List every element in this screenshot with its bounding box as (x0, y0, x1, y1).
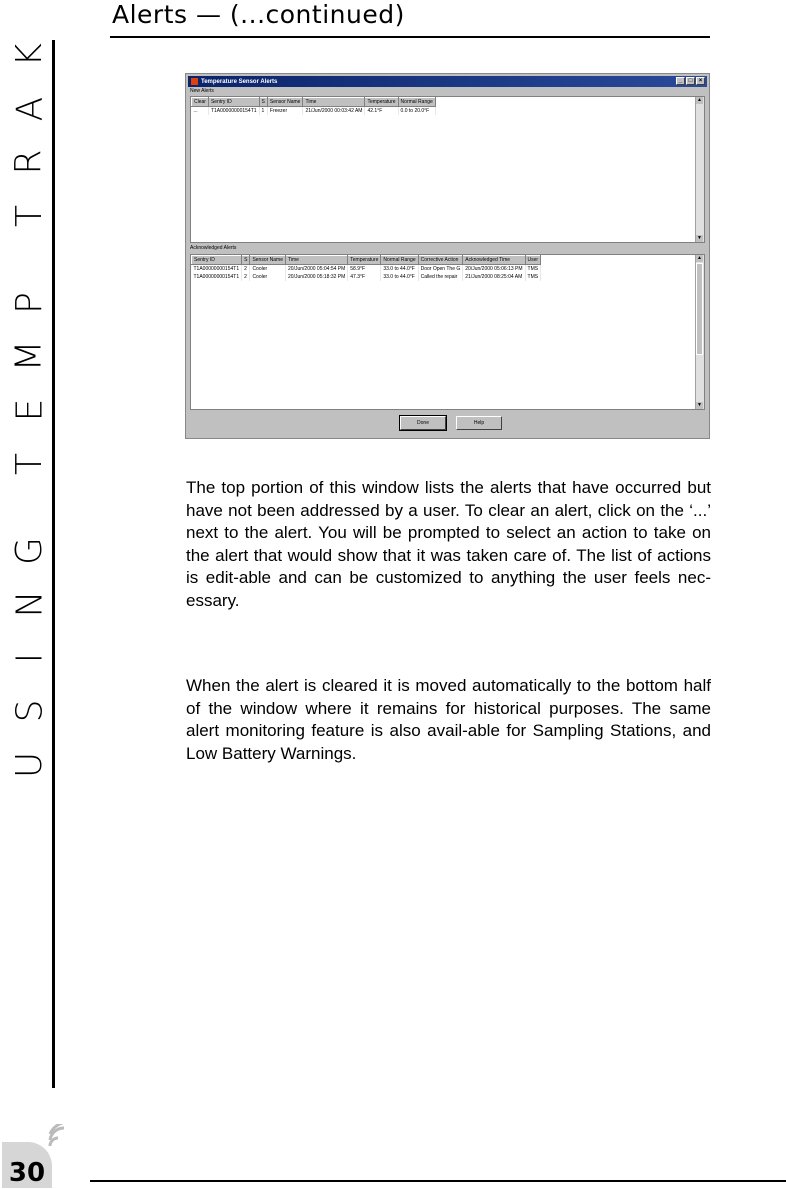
body-paragraph-1: The top portion of this window lists the alerts that have occurred but have not been addressed by a user. To clear an alert, click on the ‘...’ next to the alert. You will be prompted to select an action to take on the alert that would show that it was taken care of. The list of actions is edit-able and can be customized to anything the user feels nec-essary. (186, 478, 711, 610)
scroll-thumb[interactable] (696, 263, 703, 355)
column-header[interactable]: Sensor Name (250, 256, 286, 265)
table-cell: 0.0 to 20.0°F (398, 107, 435, 116)
sidebar-letter: S (8, 699, 50, 723)
page-heading: Alerts — (...continued) (112, 0, 405, 29)
vertical-section-title (2, 40, 52, 780)
table-cell: 33.0 to 44.0°F (381, 265, 418, 274)
table-cell: 20/Jun/2000 05:18:32 PM (286, 273, 348, 281)
table-cell: 58.9°F (348, 265, 381, 274)
column-header[interactable]: Temperature (348, 256, 381, 265)
acknowledged-alerts-table (191, 255, 541, 281)
sidebar-letter: T (9, 452, 50, 475)
close-icon[interactable]: × (696, 77, 705, 85)
table-cell: T1A00000000154T1 (192, 265, 242, 274)
sidebar-letter: I (9, 652, 50, 664)
heading-rule (110, 36, 710, 38)
table-cell: TMS (525, 265, 541, 274)
acknowledged-alert-row[interactable] (192, 265, 541, 274)
table-cell: TMS (525, 273, 541, 281)
column-header[interactable]: Normal Range (381, 256, 418, 265)
column-header[interactable]: Normal Range (398, 98, 435, 107)
sidebar-letter: E (9, 398, 50, 422)
table-cell: Freezer (267, 107, 303, 116)
column-header[interactable]: Sentry ID (192, 256, 242, 265)
sidebar-letter: G (9, 536, 50, 565)
sidebar-letter: U (8, 751, 50, 779)
app-icon (191, 78, 198, 85)
help-button[interactable]: Help (456, 416, 502, 430)
column-header[interactable]: Sentry ID (208, 98, 259, 107)
minimize-icon[interactable]: _ (676, 77, 685, 85)
sidebar-rule (52, 40, 55, 1088)
page-number: 30 (2, 1142, 52, 1188)
maximize-icon[interactable]: □ (686, 77, 695, 85)
column-header[interactable]: Time (286, 256, 348, 265)
new-alerts-table (191, 97, 436, 115)
window-title: Temperature Sensor Alerts (201, 78, 278, 85)
column-header[interactable]: Temperature (365, 98, 398, 107)
done-button[interactable]: Done (400, 416, 446, 430)
column-header[interactable]: User (525, 256, 541, 265)
acknowledged-alerts-scrollbar[interactable] (695, 255, 704, 409)
column-header[interactable]: Sensor Name (267, 98, 303, 107)
column-header[interactable]: Time (303, 98, 365, 107)
signal-icon (44, 1124, 74, 1154)
acknowledged-alert-row[interactable] (192, 273, 541, 281)
table-cell: Called the repair (418, 273, 463, 281)
table-cell: Cooler (250, 265, 286, 274)
alerts-window (185, 73, 710, 439)
new-alert-row[interactable] (192, 107, 436, 116)
column-header[interactable]: Acknowledged Time (463, 256, 525, 265)
acknowledged-alerts-list (190, 254, 705, 410)
sidebar-letter: K (8, 43, 50, 67)
table-cell: 33.0 to 44.0°F (381, 273, 418, 281)
footer-rule (90, 1180, 786, 1182)
table-cell: Cooler (250, 273, 286, 281)
column-header[interactable]: S (242, 256, 250, 265)
sidebar-letter: R (8, 149, 50, 175)
new-alerts-list (190, 96, 705, 243)
scroll-down-icon[interactable]: ▼ (697, 235, 702, 241)
column-header[interactable]: Clear (192, 98, 209, 107)
table-cell: Door Open The G (418, 265, 463, 274)
new-alerts-scrollbar[interactable] (695, 97, 704, 242)
table-cell: 2 (242, 265, 250, 274)
scroll-down-icon[interactable]: ▼ (697, 402, 702, 408)
body-paragraph-2: When the alert is cleared it is moved automatically to the bottom half of the window where it remains for historical purposes. The same alert monitoring feature is also avail-able for Sampling Stations, and Low Battery Warnings. (186, 676, 711, 763)
table-cell: 20/Jun/2000 05:04:54 PM (286, 265, 348, 274)
scroll-up-icon[interactable]: ▲ (697, 97, 702, 103)
table-cell: T1A00000000154T1 (192, 273, 242, 281)
column-header[interactable]: Corrective Action (418, 256, 463, 265)
acknowledged-alerts-label: Acknowledged Alerts (190, 245, 237, 251)
table-cell: 2 (242, 273, 250, 281)
table-cell: 47.3°F (348, 273, 381, 281)
table-cell: 20/Jun/2000 05:06:13 PM (463, 265, 525, 274)
table-cell: ... (192, 107, 209, 116)
window-titlebar (188, 76, 707, 87)
table-cell: 42.1°F (365, 107, 398, 116)
table-cell: 21/Jun/2000 08:25:04 AM (463, 273, 525, 281)
table-cell: T1A00000000154T1 (208, 107, 259, 116)
sidebar-letter: P (9, 291, 50, 314)
table-cell: 1 (259, 107, 267, 116)
new-alerts-label: New Alerts (190, 88, 214, 94)
sidebar-letter: N (9, 590, 50, 618)
sidebar-letter: M (9, 340, 50, 372)
table-cell: 21/Jun/2000 00:03:42 AM (303, 107, 365, 116)
sidebar-letter: T (9, 204, 50, 227)
column-header[interactable]: S (259, 98, 267, 107)
scroll-up-icon[interactable]: ▲ (697, 255, 702, 261)
sidebar-letter: A (8, 96, 50, 121)
